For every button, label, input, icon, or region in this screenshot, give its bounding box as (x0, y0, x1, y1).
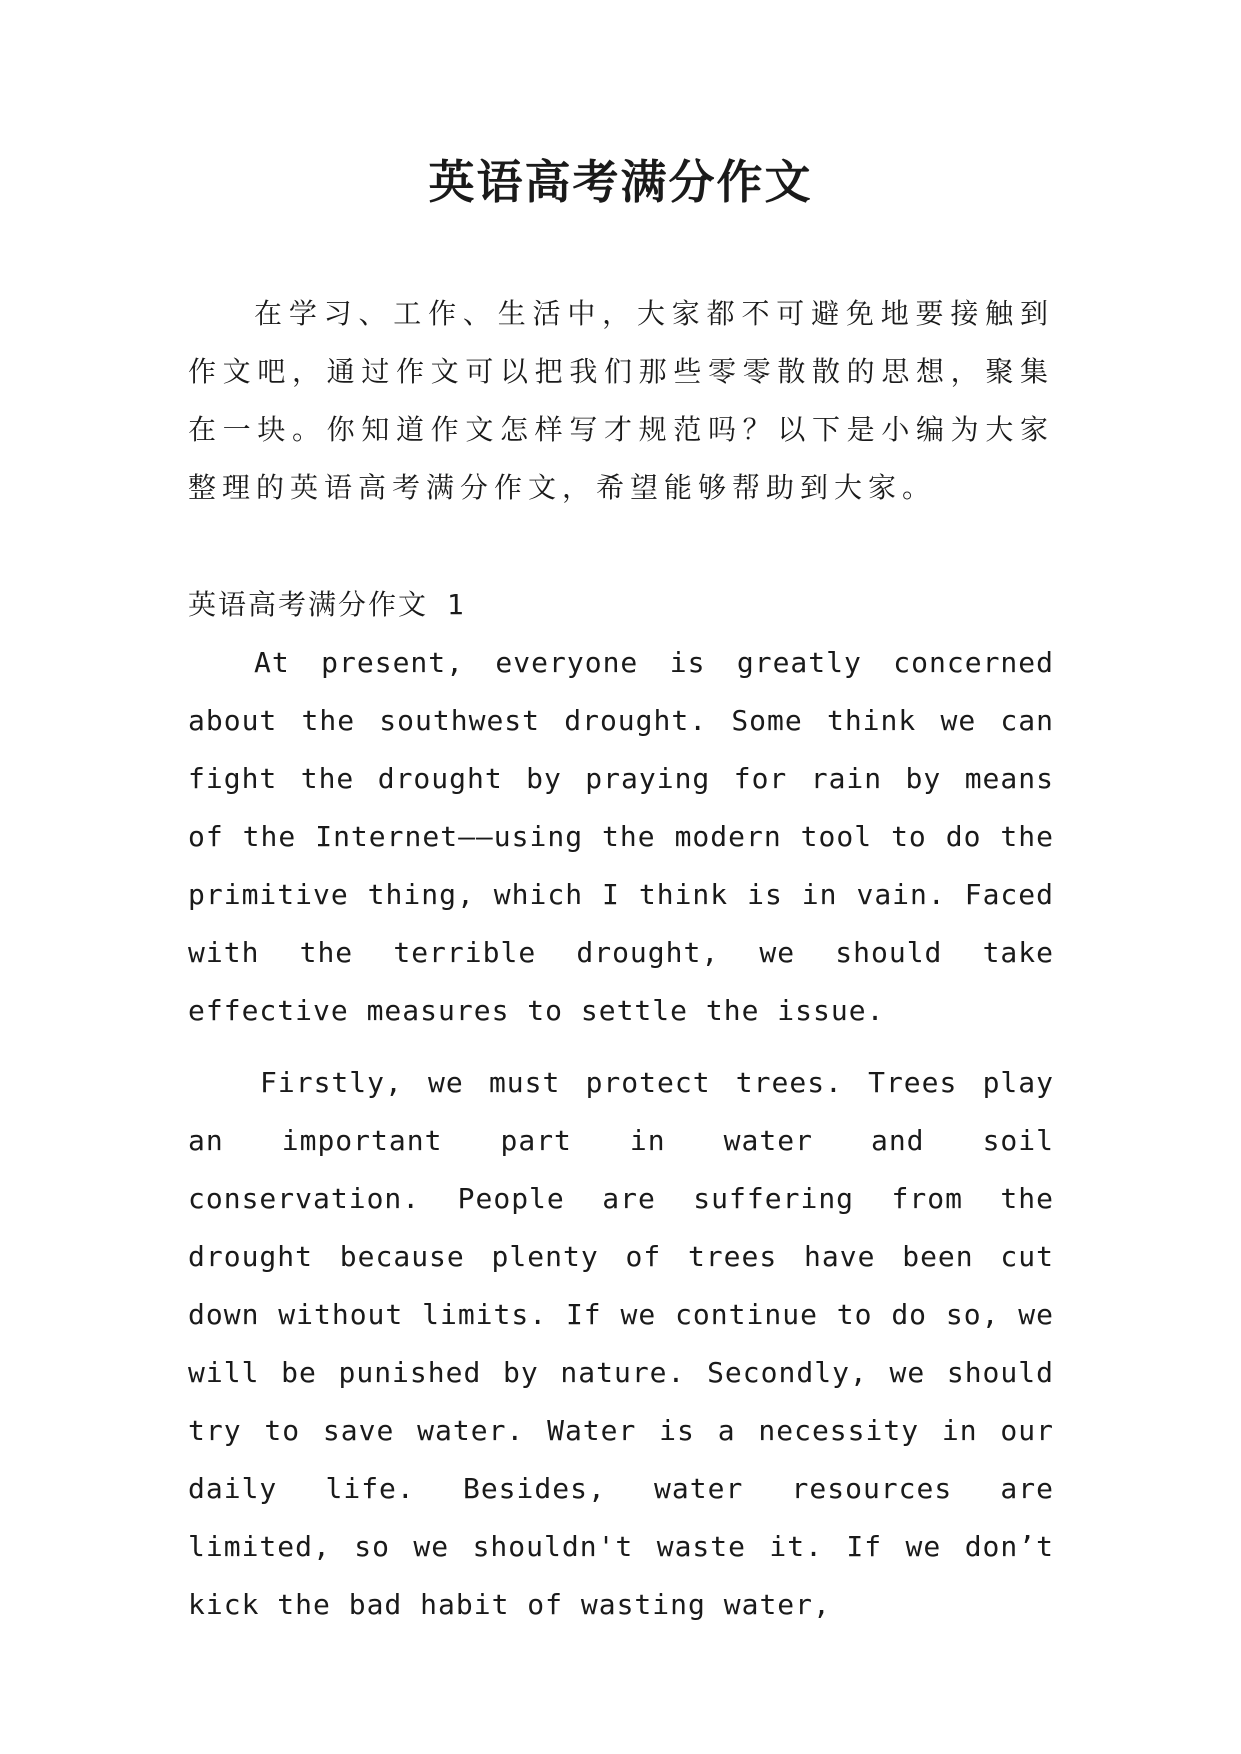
essay-paragraph-2: Firstly, we must protect trees. Trees play an important part in water and soil conservation. People are suffering from the drought because plenty of trees have been cut down without limits. If we continue to do so, we will be punished by nature. Secondly, we should try to save water. Water is a necessity in our daily life. Besides, water resources are limited, so we shouldn't waste it. If we don’t kick the bad habit of wasting water, (188, 1066, 1054, 1621)
section-heading: 英语高考满分作文 1 (188, 588, 466, 621)
essay-paragraph-1: At present, everyone is greatly concerned about the southwest drought. Some think we can fight the drought by praying for rain by means of the Internet——using the modern tool to do the primitive thing, which I think is in vain. Faced with the terrible drought, we should take effective measures to settle the issue. (188, 646, 1054, 1027)
document-title: 英语高考满分作文 (428, 155, 813, 209)
intro-paragraph: 在学习、工作、生活中，大家都不可避免地要接触到作文吧，通过作文可以把我们那些零零散散的思想，聚集在一块。你知道作文怎样写才规范吗？以下是小编为大家整理的英语高考满分作文，希望能够帮助到大家。 (188, 297, 1054, 504)
